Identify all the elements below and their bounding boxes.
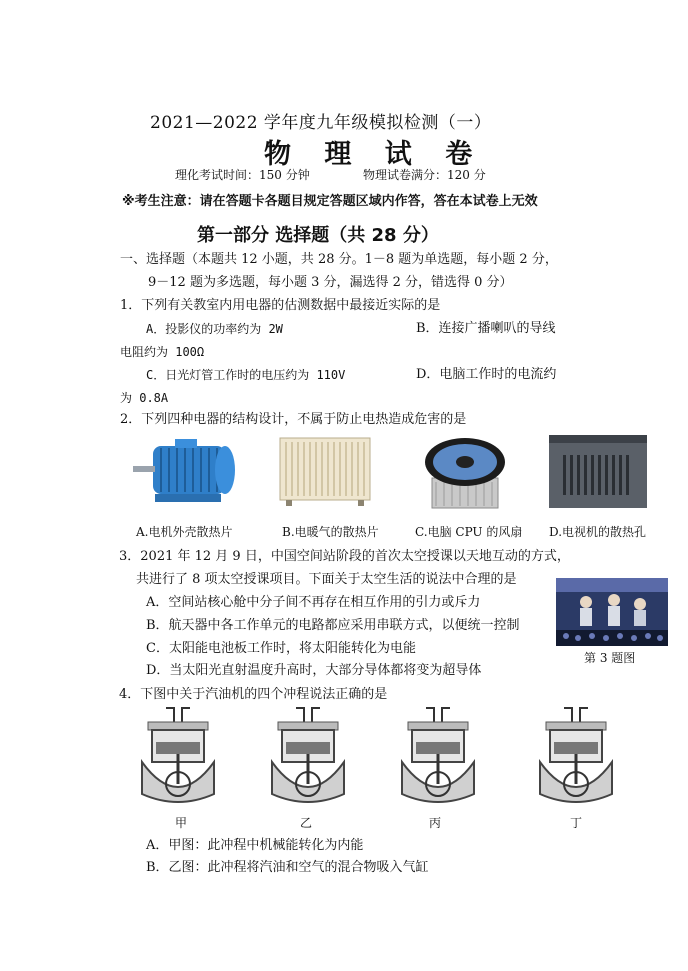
q1-option-d-line1: D．电脑工作时的电流约 <box>416 367 557 382</box>
q4-label-jia: 甲 <box>175 816 188 830</box>
exam-title-line: 2021—2022 学年度九年级模拟检测（一） <box>150 113 492 133</box>
q2-caption-c: C.电脑 CPU 的风扇 <box>415 525 523 539</box>
q3-option-c: C．太阳能电池板工作时，将太阳能转化为电能 <box>146 641 416 656</box>
q2-caption-a: A.电机外壳散热片 <box>136 525 233 539</box>
tv-vent-image <box>547 433 649 510</box>
part1-intro-line2: 9－12 题为多选题，每小题 3 分，漏选得 2 分，错选得 0 分） <box>148 275 513 290</box>
q1-option-b-line2: 电阻约为 100Ω <box>120 345 205 359</box>
part1-intro-line1: 一、选择题（本题共 12 小题，共 28 分。1－8 题为单选题，每小题 2 分， <box>120 252 558 267</box>
q3-option-a: A．空间站核心舱中分子间不再存在相互作用的引力或斥力 <box>146 595 481 610</box>
paper-title: 物 理 试 卷 <box>264 139 485 170</box>
q4-option-a: A．甲图：此冲程中机械能转化为内能 <box>146 838 364 853</box>
full-score: 物理试卷满分：120 分 <box>363 168 486 182</box>
q1-option-c: C．日光灯管工作时的电压约为 110V <box>146 368 346 382</box>
q4-stem: 4．下图中关于汽油机的四个冲程说法正确的是 <box>119 687 388 702</box>
q1-option-d-line2: 为 0.8A <box>120 391 169 405</box>
q4-label-ding: 丁 <box>570 816 583 830</box>
q4-label-bing: 丙 <box>429 816 442 830</box>
q3-stem-line2: 共进行了 8 项太空授课项目。下面关于太空生活的说法中合理的是 <box>136 572 517 587</box>
q1-option-a: A．投影仪的功率约为 2W <box>146 322 283 336</box>
exam-time: 理化考试时间：150 分钟 <box>175 168 310 182</box>
q4-label-yi: 乙 <box>300 816 313 830</box>
engine-strokes-diagram <box>138 702 658 812</box>
q3-option-d: D．当太阳光直射温度升高时，大部分导体都将变为超导体 <box>146 663 482 678</box>
part1-heading: 第一部分 选择题（共 28 分） <box>197 225 439 246</box>
q1-stem: 1．下列有关教室内用电器的估测数据中最接近实际的是 <box>120 298 441 313</box>
q2-caption-b: B.电暖气的散热片 <box>282 525 379 539</box>
q4-option-b: B．乙图：此冲程将汽油和空气的混合物吸入气缸 <box>146 860 429 875</box>
space-lecture-photo <box>556 578 668 646</box>
q3-figure-caption: 第 3 题图 <box>584 651 636 665</box>
q3-option-b: B．航天器中各工作单元的电路都应采用串联方式，以便统一控制 <box>146 618 520 633</box>
electric-heater-image <box>276 436 374 508</box>
notice: ※考生注意：请在答题卡各题目规定答题区域内作答，答在本试卷上无效 <box>122 194 538 209</box>
cpu-fan-image <box>420 434 510 514</box>
q2-stem: 2．下列四种电器的结构设计，不属于防止电热造成危害的是 <box>120 412 467 427</box>
q2-caption-d: D.电视机的散热孔 <box>549 525 647 539</box>
q1-option-b-line1: B．连接广播喇叭的导线 <box>416 321 556 336</box>
q3-stem-line1: 3．2021 年 12 月 9 日，中国空间站阶段的首次太空授课以天地互动的方式， <box>119 549 570 564</box>
electric-motor-image <box>131 436 243 506</box>
